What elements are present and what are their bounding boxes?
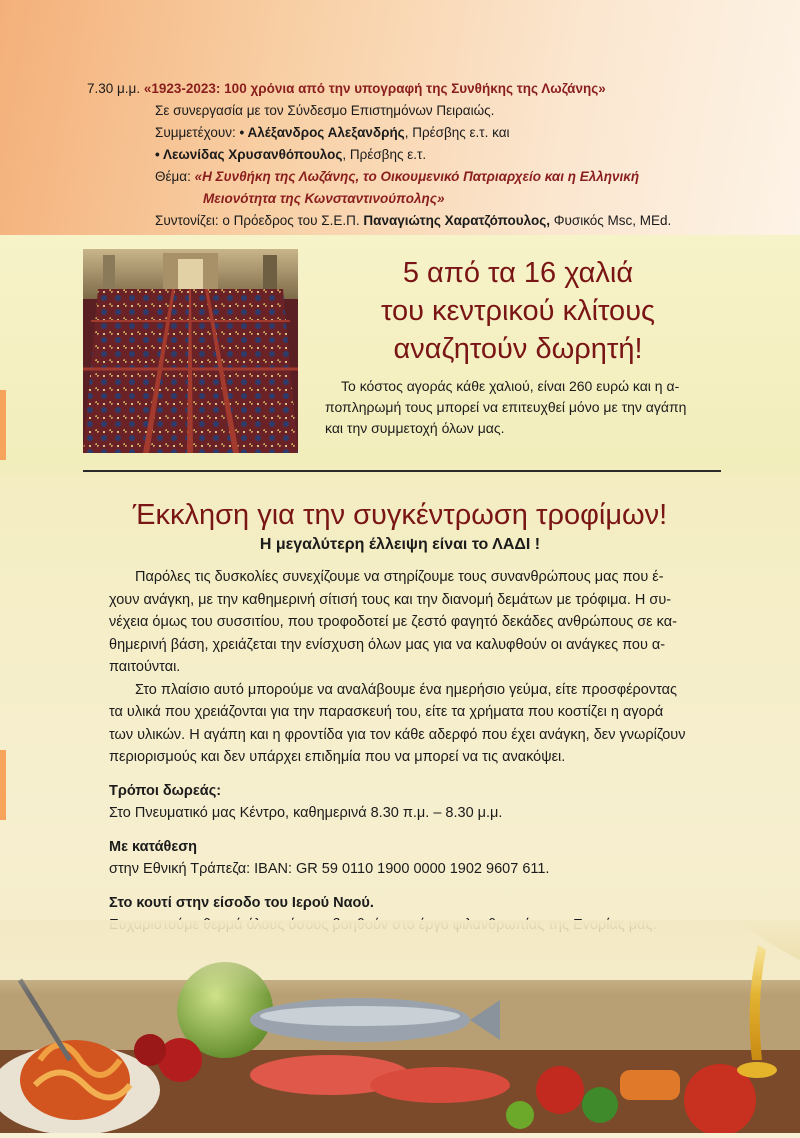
paragraph-line: παιτούνται. [109,659,181,675]
paragraph-line: των υλικών. Η αγάπη και η φροντίδα για τον κάθε αδερφό που έχει ανάγκη, δεν γνωρίζουν [109,726,686,743]
paragraph-line: νέχεια όμως του συσσιτίου, που τροφοδοτεί με ζεστό φαγητό δεκάδες ανθρώπους σε κα- [109,614,677,630]
participant-2-line: • Λεωνίδας Χρυσανθόπουλος, Πρέσβης ε.τ. [155,147,427,162]
appeal-title: Έκκληση για την συγκέντρωση τροφίμων! [132,499,668,531]
food-collage [0,920,800,1133]
appeal-body [109,566,721,937]
left-edge-mark [0,750,6,820]
event-title: «1923-2023: 100 χρόνια από την υπογραφή της Συνθήκης της Λωζάνης» [143,81,606,96]
coordinator-name: Παναγιώτης Χαρατζόπουλος, [363,213,550,228]
theme-line: Θέμα: «Η Συνθήκη της Λωζάνης, το Οικουμενικό Πατριαρχείο και η Ελληνική [155,169,640,184]
paragraph-line: χουν ανάγκη, με την καθημερινή σίτισή τους και την διανομή δεμάτων με τρόφιμα. Η συ- [109,591,672,608]
paragraph-line: Παρόλες τις δυσκολίες συνεχίζουμε να στηρίζουμε τους συνανθρώπους μας που έ- [135,569,664,585]
carpets-description: Το κόστος αγοράς κάθε χαλιού, είναι 260 ευρώ και η α- ποπληρωμή τους μπορεί να επιτευχθεί μόνο με την αγάπη και την συμμετοχή όλων μας. [325,378,687,436]
appeal-subtitle: Η μεγαλύτερη έλλειψη είναι το ΛΑΔΙ ! [259,536,541,553]
participant-1-name: • Αλέξανδρος Αλεξανδρής [239,125,405,140]
paragraph-line: θημερινή βάση, χρειάζεται την ενίσχυση όλων μας για να καλυφθούν οι ανάγκες που α- [109,636,666,653]
paragraph-line: Στο πλαίσιο αυτό μπορούμε να αναλάβουμε ένα ημερήσιο γεύμα, είτε προσφέροντας [135,681,678,698]
coordinator-line: Συντονίζει: ο Πρόεδρος του Σ.Ε.Π. Παναγιώτης Χαρατζόπουλος, Φυσικός Msc, MEd. [155,213,672,228]
event-time: 7.30 μ.μ. [87,81,141,96]
participant-2-name: • Λεωνίδας Χρυσανθόπουλος [155,147,343,162]
donation-box-label: Στο κουτί στην είσοδο του Ιερού Ναού. [109,894,374,911]
divider [83,470,721,472]
church-carpet-photo [83,249,298,453]
donation-ways-text: Στο Πνευματικό μας Κέντρο, καθημερινά 8.30 π.μ. – 8.30 μ.μ. [109,805,503,821]
left-edge-mark [0,390,6,460]
paragraph-line: τα υλικά που χρειάζονται για την παρασκευή του, είτε τα χρήματα που κοστίζει η αγορά [109,704,664,720]
participants-line: Συμμετέχουν: • Αλέξανδρος Αλεξανδρής, Πρέσβης ε.τ. και [155,125,510,140]
deposit-label: Με κατάθεση [109,838,197,855]
event-theme: «Η Συνθήκη της Λωζάνης, το Οικουμενικό Πατριαρχείο και η Ελληνική [194,169,640,184]
event-title-line [87,78,606,100]
theme-line-2: Μειονότητα της Κωνσταντινούπολης» [203,191,445,206]
donation-ways-label: Τρόποι δωρεάς: [109,782,222,799]
event-collaboration: Σε συνεργασία με τον Σύνδεσμο Επιστημόνων Πειραιώς. [155,103,495,118]
paragraph-line: περιορισμούς και δεν υπάρχει επιδημία που να μπορεί να τις ανακόψει. [109,749,566,765]
carpets-heading: 5 από τα 16 χαλιά του κεντρικού κλίτους αναζητούν δωρητή! [380,257,656,365]
iban-text: στην Εθνική Τράπεζα: IBAN: GR 59 0110 1900 0000 1902 9607 611. [109,861,550,877]
